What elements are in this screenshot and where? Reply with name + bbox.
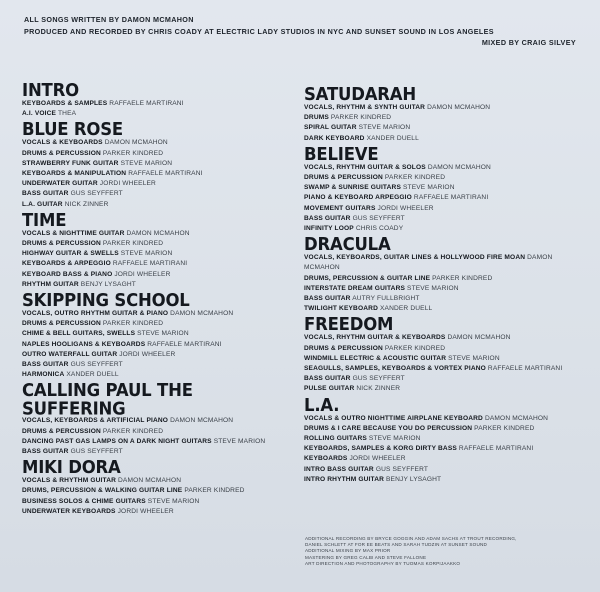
- credit-role: SPIRAL GUITAR: [304, 124, 357, 132]
- credit-line: [22, 109, 290, 119]
- credit-role: INTERSTATE DREAM GUITARS: [304, 284, 406, 292]
- credit-name: PARKER KINDRED: [102, 320, 164, 328]
- credit-name: JORDI WHEELER: [99, 180, 156, 188]
- credit-name: JORDI WHEELER: [349, 455, 406, 463]
- credit-role: BASS GUITAR: [22, 190, 69, 198]
- credit-name: PARKER KINDRED: [330, 114, 392, 122]
- credit-line: [22, 200, 290, 210]
- credit-name: JORDI WHEELER: [119, 350, 176, 358]
- song-title: CALLING PAUL THE SUFFERING: [22, 380, 193, 420]
- credit-name: PARKER KINDRED: [102, 149, 164, 157]
- writer-credit: ALL SONGS WRITTEN BY DAMON MCMAHON: [24, 15, 194, 24]
- credit-name: STEVE MARION: [448, 354, 500, 362]
- footer-line: DANIEL SCHLETT AT FOR EE BEATS AND SARAH TUDZIN AT SUNSET SOUND: [305, 542, 488, 548]
- credit-role: NAPLES HOOLIGANS & KEYBOARDS: [22, 340, 146, 348]
- credit-role: VOCALS & OUTRO NIGHTTIME AIRPLANE KEYBOARD: [304, 414, 483, 422]
- credit-role: KEYBOARDS, SAMPLES & KORG DIRTY BASS: [304, 445, 457, 453]
- credit-name: DAMON MCMAHON: [484, 414, 549, 422]
- credit-name: DAMON MCMAHON: [104, 139, 168, 147]
- credit-line: [304, 354, 584, 364]
- song-block: [304, 145, 584, 234]
- credit-name: PARKER KINDRED: [184, 487, 245, 495]
- credit-line: [22, 447, 290, 457]
- credit-name: PARKER KINDRED: [102, 240, 164, 248]
- credit-name: GUS SEYFFERT: [352, 375, 405, 383]
- credit-role: HARMONICA: [22, 371, 65, 379]
- credit-line: [304, 364, 584, 374]
- credit-name: JORDI WHEELER: [377, 204, 434, 212]
- credit-line: [22, 189, 290, 199]
- song-block: [304, 315, 584, 394]
- credit-line: [304, 224, 584, 234]
- credit-role: VOCALS, KEYBOARDS & ARTIFICIAL PIANO: [22, 417, 169, 425]
- footer-line: ADDITIONAL RECORDING BY BRYCE GOGGIN AND ADAM SACHS AT TROUT RECORDING,: [305, 536, 517, 541]
- credit-role: DRUMS: [304, 114, 329, 122]
- credit-name: DAMON MCMAHON: [427, 104, 491, 111]
- credit-name: PARKER KINDRED: [474, 424, 535, 432]
- credit-line: [304, 284, 584, 294]
- credit-role: DARK KEYBOARD: [304, 134, 365, 142]
- credit-role: PULSE GUITAR: [304, 385, 355, 393]
- song-title: L.A.: [304, 394, 340, 416]
- right-column: [304, 84, 584, 485]
- footer-credits: [305, 536, 565, 567]
- producer-credit: PRODUCED AND RECORDED BY CHRIS COADY AT ELECTRIC LADY STUDIOS IN NYC AND SUNSET SOUND IN LOS ANGELES: [24, 26, 494, 36]
- credit-line: [22, 259, 290, 269]
- credit-line: [22, 360, 290, 370]
- credit-role: VOCALS, RHYTHM GUITAR & SOLOS: [304, 163, 426, 171]
- credit-line: [304, 344, 584, 354]
- song-title: FREEDOM: [304, 314, 394, 335]
- song-block: [22, 458, 290, 517]
- credit-name: GUS SEYFFERT: [352, 214, 405, 222]
- credit-role: KEYBOARDS & SAMPLES: [22, 100, 108, 107]
- song-title: INTRO: [22, 79, 79, 101]
- credit-line: [304, 103, 584, 113]
- credit-name: GUS SEYFFERT: [70, 190, 123, 198]
- credit-line: [22, 476, 290, 486]
- credit-line: [304, 465, 584, 475]
- credit-line: [304, 475, 584, 485]
- credit-name: RAFFAELE MARTIRANI: [147, 340, 222, 348]
- song-title: MIKI DORA: [22, 457, 121, 478]
- credit-line: [304, 444, 584, 454]
- credit-role: UNDERWATER GUITAR: [22, 180, 98, 188]
- credit-line: [304, 173, 584, 183]
- credit-role: CHIME & BELL GUITARS, SWELLS: [22, 330, 136, 338]
- credit-role: VOCALS, RHYTHM GUITAR & KEYBOARDS: [304, 334, 446, 342]
- credit-role: BASS GUITAR: [22, 361, 69, 369]
- credit-line: [304, 193, 584, 203]
- credit-name: RAFFAELE MARTIRANI: [112, 260, 188, 268]
- song-block: [304, 85, 584, 144]
- song-title: BLUE ROSE: [22, 119, 124, 140]
- footer-line: MASTERING BY GREG CALBI AND STEVE FALLONE: [305, 554, 427, 560]
- song-block: [304, 396, 584, 485]
- credit-name: NICK ZINNER: [64, 200, 109, 208]
- credit-name: GUS SEYFFERT: [70, 448, 123, 456]
- credit-role: VOCALS & KEYBOARDS: [22, 139, 103, 147]
- credit-line: [304, 454, 584, 464]
- song-block: [22, 120, 290, 209]
- credit-line: [304, 183, 584, 193]
- credit-line: [22, 319, 290, 329]
- credit-line: [22, 280, 290, 290]
- header-credits: [24, 14, 576, 49]
- credit-role: DRUMS & PERCUSSION: [22, 427, 101, 435]
- credit-name: DAMON MCMAHON: [126, 229, 190, 237]
- credit-role: VOCALS & NIGHTTIME GUITAR: [22, 229, 125, 237]
- credit-line: [22, 249, 290, 259]
- credit-line: [22, 507, 290, 517]
- credit-line: [304, 294, 584, 304]
- credit-line: [22, 169, 290, 179]
- credit-line: [304, 123, 584, 133]
- credit-role: KEYBOARDS: [304, 455, 348, 463]
- credit-role: KEYBOARD BASS & PIANO: [22, 270, 113, 278]
- credit-line: [22, 270, 290, 280]
- credit-name: BENJY LYSAGHT: [80, 280, 136, 288]
- credit-name: PARKER KINDRED: [384, 174, 446, 182]
- credit-name: BENJY LYSAGHT: [386, 475, 442, 483]
- credit-role: DANCING PAST GAS LAMPS ON A DARK NIGHT GUITARS: [22, 437, 212, 445]
- credit-name: DAMON MCMAHON: [170, 310, 234, 318]
- credit-role: BASS GUITAR: [304, 375, 351, 383]
- footer-line: ADDITIONAL MIXING BY MAX PRIOR: [305, 548, 391, 554]
- credit-name: PARKER KINDRED: [432, 274, 493, 282]
- credit-role: MOVEMENT GUITARS: [304, 204, 376, 212]
- credit-role: VOCALS, RHYTHM & SYNTH GUITAR: [304, 104, 426, 111]
- credit-line: [304, 134, 584, 144]
- credit-name: DAMON MCMAHON: [170, 417, 234, 425]
- credit-name: STEVE MARION: [120, 250, 173, 258]
- credit-line: [304, 204, 584, 214]
- credit-line: [304, 113, 584, 123]
- credit-name: DAMON MCMAHON: [427, 163, 491, 171]
- credit-name: STEVE MARION: [402, 184, 455, 192]
- credit-name: XANDER DUELL: [366, 134, 419, 142]
- credit-line: [22, 239, 290, 249]
- credit-name: RAFFAELE MARTIRANI: [487, 365, 563, 373]
- credit-role: DRUMS, PERCUSSION & WALKING GUITAR LINE: [22, 487, 183, 495]
- credit-name: STEVE MARION: [120, 159, 173, 167]
- credit-name: CHRIS COADY: [355, 225, 404, 233]
- credit-role: A.I. VOICE: [22, 110, 57, 118]
- credit-name: GUS SEYFFERT: [70, 361, 123, 369]
- credit-name: STEVE MARION: [147, 497, 200, 505]
- credit-role: DRUMS, PERCUSSION & GUITAR LINE: [304, 274, 431, 282]
- credit-role: KEYBOARDS & ARPEGGIO: [22, 260, 111, 268]
- credit-role: VOCALS, KEYBOARDS, GUITAR LINES & HOLLYWOOD FIRE MOAN: [304, 254, 526, 262]
- credit-role: INFINITY LOOP: [304, 225, 354, 233]
- credit-name: RAFFAELE MARTIRANI: [128, 170, 203, 178]
- credit-role: INTRO RHYTHM GUITAR: [304, 475, 385, 483]
- credit-line: [22, 159, 290, 169]
- credit-line: [22, 350, 290, 360]
- credit-name: GUS SEYFFERT: [375, 465, 429, 473]
- credit-role: PIANO & KEYBOARD ARPEGGIO: [304, 194, 412, 202]
- credit-name: STEVE MARION: [358, 124, 411, 132]
- credit-line: [304, 253, 584, 273]
- credit-line: [304, 414, 584, 424]
- credit-name: NICK ZINNER: [356, 385, 401, 393]
- credit-role: VOCALS & RHYTHM GUITAR: [22, 477, 117, 485]
- credit-line: [22, 340, 290, 350]
- song-title: TIME: [22, 209, 67, 231]
- credit-line: [304, 374, 584, 384]
- credit-line: [304, 214, 584, 224]
- credit-name: JORDI WHEELER: [114, 270, 171, 278]
- credit-role: RHYTHM GUITAR: [22, 280, 79, 288]
- credit-role: BASS GUITAR: [22, 448, 69, 456]
- credit-line: [22, 149, 290, 159]
- credit-role: BUSINESS SOLOS & CHIME GUITARS: [22, 497, 146, 505]
- credit-name: RAFFAELE MARTIRANI: [413, 194, 489, 202]
- credit-role: SWAMP & SUNRISE GUITARS: [304, 184, 401, 192]
- left-column: [22, 80, 290, 517]
- credit-line: [22, 309, 290, 319]
- credit-name: XANDER DUELL: [379, 305, 433, 313]
- credit-line: [22, 99, 290, 109]
- credit-name: RAFFAELE MARTIRANI: [109, 100, 184, 107]
- song-block: [22, 291, 290, 380]
- credit-role: ROLLING GUITARS: [304, 435, 367, 443]
- credit-role: STRAWBERRY FUNK GUITAR: [22, 159, 119, 167]
- credit-role: TWILIGHT KEYBOARD: [304, 305, 378, 313]
- credit-role: DRUMS & I CARE BECAUSE YOU DO PERCUSSION: [304, 424, 473, 432]
- credit-line: [22, 497, 290, 507]
- credit-role: BASS GUITAR: [304, 295, 351, 303]
- song-block: [22, 381, 290, 457]
- credit-name: AUTRY FULLBRIGHT: [352, 295, 420, 303]
- credit-role: BASS GUITAR: [304, 214, 351, 222]
- song-block: [22, 81, 290, 119]
- credit-role: DRUMS & PERCUSSION: [22, 320, 101, 328]
- song-title: DRACULA: [304, 234, 391, 255]
- credit-role: DRUMS & PERCUSSION: [304, 174, 383, 182]
- credit-line: [22, 138, 290, 148]
- credit-name: STEVE MARION: [137, 330, 189, 338]
- credit-role: UNDERWATER KEYBOARDS: [22, 507, 116, 515]
- credit-line: [304, 274, 584, 284]
- credit-role: DRUMS & PERCUSSION: [304, 344, 383, 352]
- credit-name: DAMON MCMAHON: [118, 477, 182, 485]
- credit-role: DRUMS & PERCUSSION: [22, 240, 101, 248]
- credit-role: OUTRO WATERFALL GUITAR: [22, 350, 118, 358]
- credit-name: RAFFAELE MARTIRANI: [458, 445, 534, 453]
- credit-role: INTRO BASS GUITAR: [304, 465, 374, 473]
- credit-role: VOCALS, OUTRO RHYTHM GUITAR & PIANO: [22, 310, 169, 318]
- song-block: [22, 211, 290, 290]
- credit-name: DAMON MCMAHON: [447, 334, 511, 342]
- credit-role: L.A. GUITAR: [22, 200, 63, 208]
- credit-name: PARKER KINDRED: [384, 344, 446, 352]
- mix-credit: MIXED BY CRAIG SILVEY: [481, 38, 576, 47]
- credit-line: [22, 437, 290, 447]
- credit-role: WINDMILL ELECTRIC & ACOUSTIC GUITAR: [304, 354, 447, 362]
- credit-line: [304, 333, 584, 343]
- credit-name: STEVE MARION: [213, 437, 266, 445]
- credit-line: [22, 179, 290, 189]
- credit-name: DAMON MCMAHON: [304, 254, 553, 272]
- credit-name: THEA: [57, 110, 77, 118]
- credit-line: [304, 384, 584, 394]
- song-title: BELIEVE: [304, 143, 379, 165]
- credit-line: [22, 329, 290, 339]
- song-title: SATUDARAH: [304, 83, 416, 105]
- footer-line: ART DIRECTION AND PHOTOGRAPHY BY TUOMAS KORPIJAAKKO: [305, 560, 461, 566]
- credit-name: JORDI WHEELER: [117, 507, 174, 515]
- credit-line: [22, 427, 290, 437]
- credit-role: KEYBOARDS & MANIPULATION: [22, 170, 127, 178]
- credit-role: HIGHWAY GUITAR & SWELLS: [22, 250, 119, 258]
- credit-line: [304, 424, 584, 434]
- credit-role: DRUMS & PERCUSSION: [22, 149, 101, 157]
- credit-name: STEVE MARION: [368, 435, 421, 443]
- song-title: SKIPPING SCHOOL: [22, 289, 190, 311]
- credit-name: STEVE MARION: [407, 284, 459, 292]
- credit-name: PARKER KINDRED: [102, 427, 164, 435]
- credit-line: [22, 486, 290, 496]
- credit-line: [304, 434, 584, 444]
- song-block: [304, 235, 584, 314]
- credit-name: XANDER DUELL: [66, 371, 119, 379]
- credit-role: SEAGULLS, SAMPLES, KEYBOARDS & VORTEX PIANO: [304, 365, 486, 373]
